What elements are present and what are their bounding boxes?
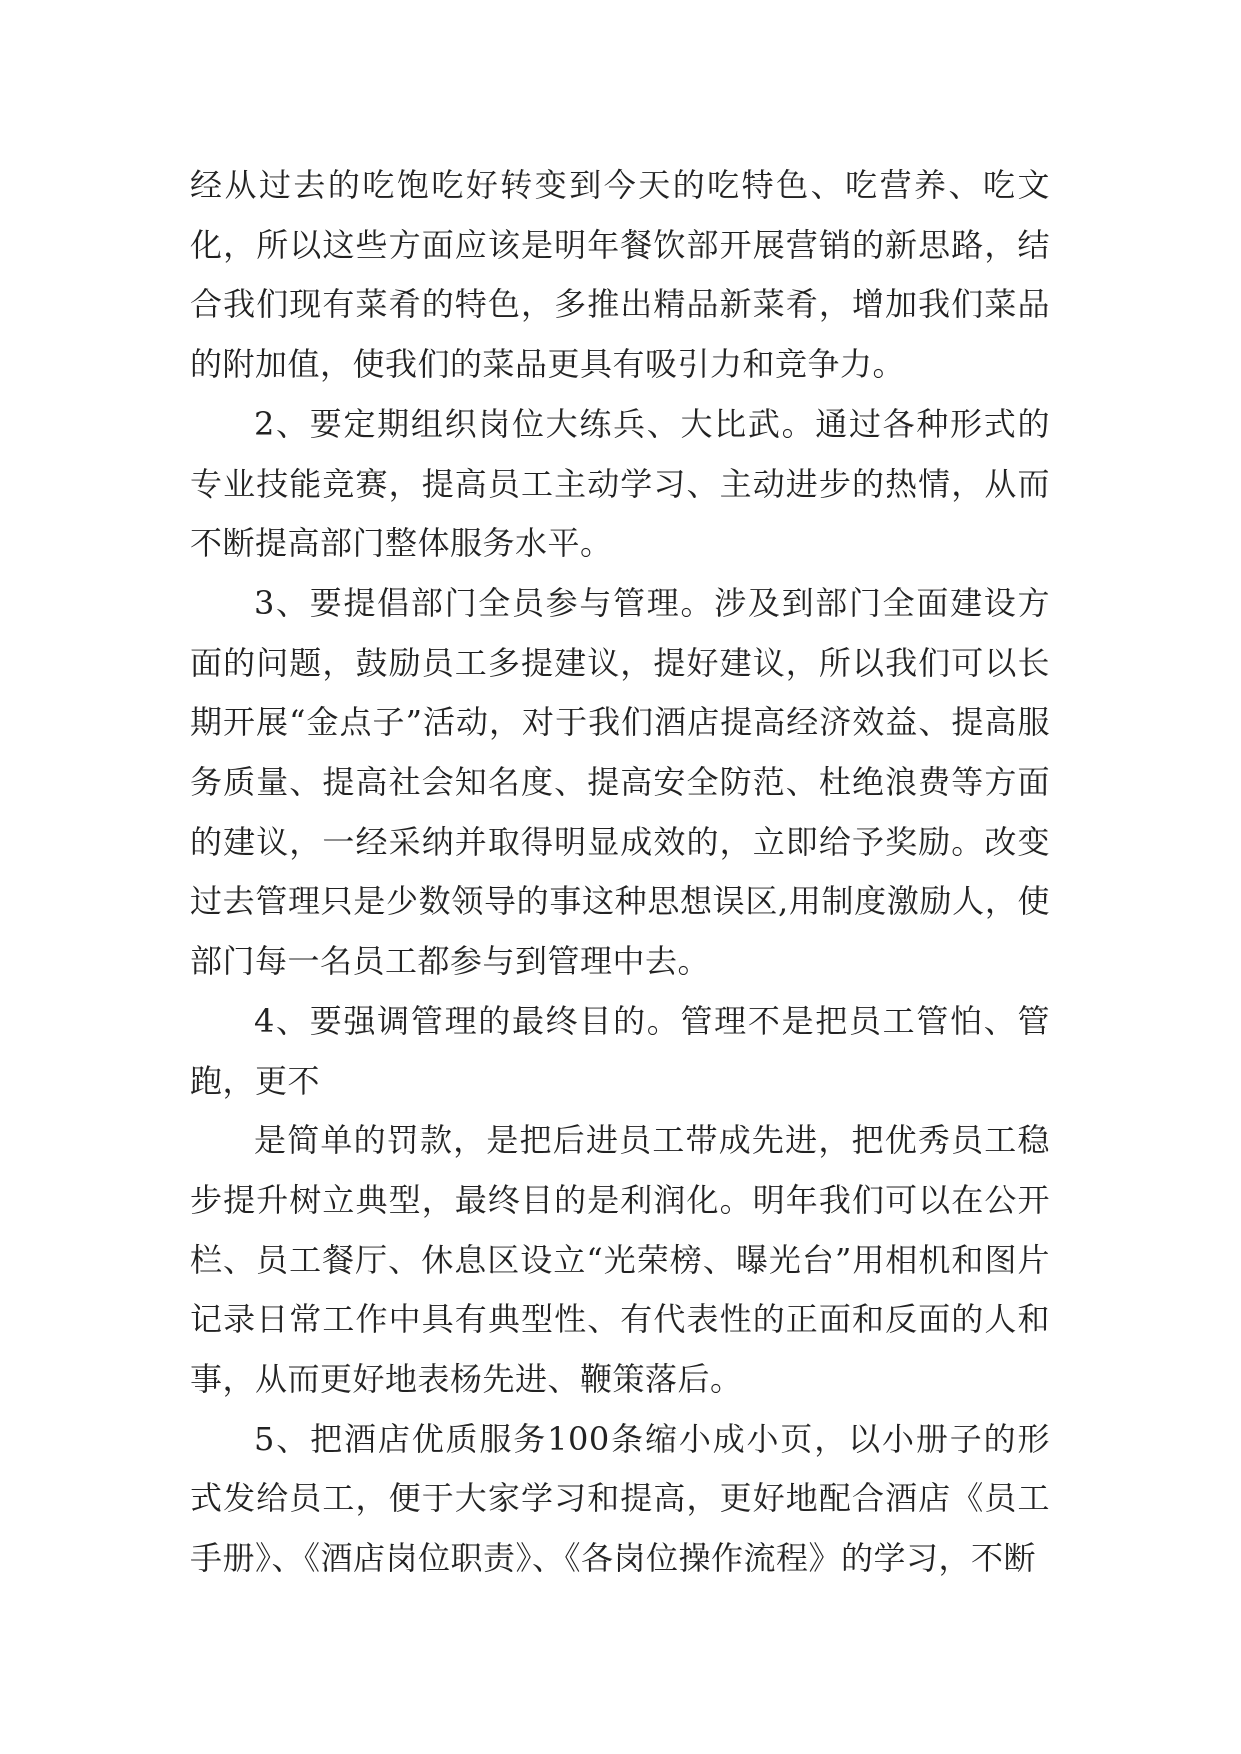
paragraph-item-5: 5、把酒店优质服务100条缩小成小页，以小册子的形式发给员工，便于大家学习和提高，更好地配合酒店《员工手册》、《酒店岗位职责》、《各岗位操作流程》的学习，不断: [190, 1419, 1050, 1578]
paragraph-item-4: 4、要强调管理的最终目的。管理不是把员工管怕、管跑，更不: [190, 1001, 1050, 1100]
document-body: [190, 156, 1050, 1589]
paragraph-continuation: 经从过去的吃饱吃好转变到今天的吃特色、吃营养、吃文化，所以这些方面应该是明年餐饮部开展营销的新思路，结合我们现有菜肴的特色，多推出精品新菜肴，增加我们菜品的附加值，使我们的菜品更具有吸引力和竞争力。: [190, 166, 1050, 384]
paragraph-item-4-continued: 是简单的罚款，是把后进员工带成先进，把优秀员工稳步提升树立典型，最终目的是利润化。明年我们可以在公开栏、员工餐厅、休息区设立“光荣榜、曝光台”用相机和图片记录日常工作中具有典型性、有代表性的正面和反面的人和事，从而更好地表杨先进、鞭策落后。: [190, 1121, 1050, 1399]
paragraph-item-3: 3、要提倡部门全员参与管理。涉及到部门全面建设方面的问题，鼓励员工多提建议，提好建议，所以我们可以长期开展“金点子”活动，对于我们酒店提高经济效益、提高服务质量、提高社会知名度、提高安全防范、杜绝浪费等方面的建议，一经采纳并取得明显成效的，立即给予奖励。改变过去管理只是少数领导的事这种思想误区,用制度激励人，使部门每一名员工都参与到管理中去。: [190, 583, 1050, 981]
paragraph-item-2: 2、要定期组织岗位大练兵、大比武。通过各种形式的专业技能竞赛，提高员工主动学习、主动进步的热情，从而不断提高部门整体服务水平。: [190, 404, 1050, 563]
